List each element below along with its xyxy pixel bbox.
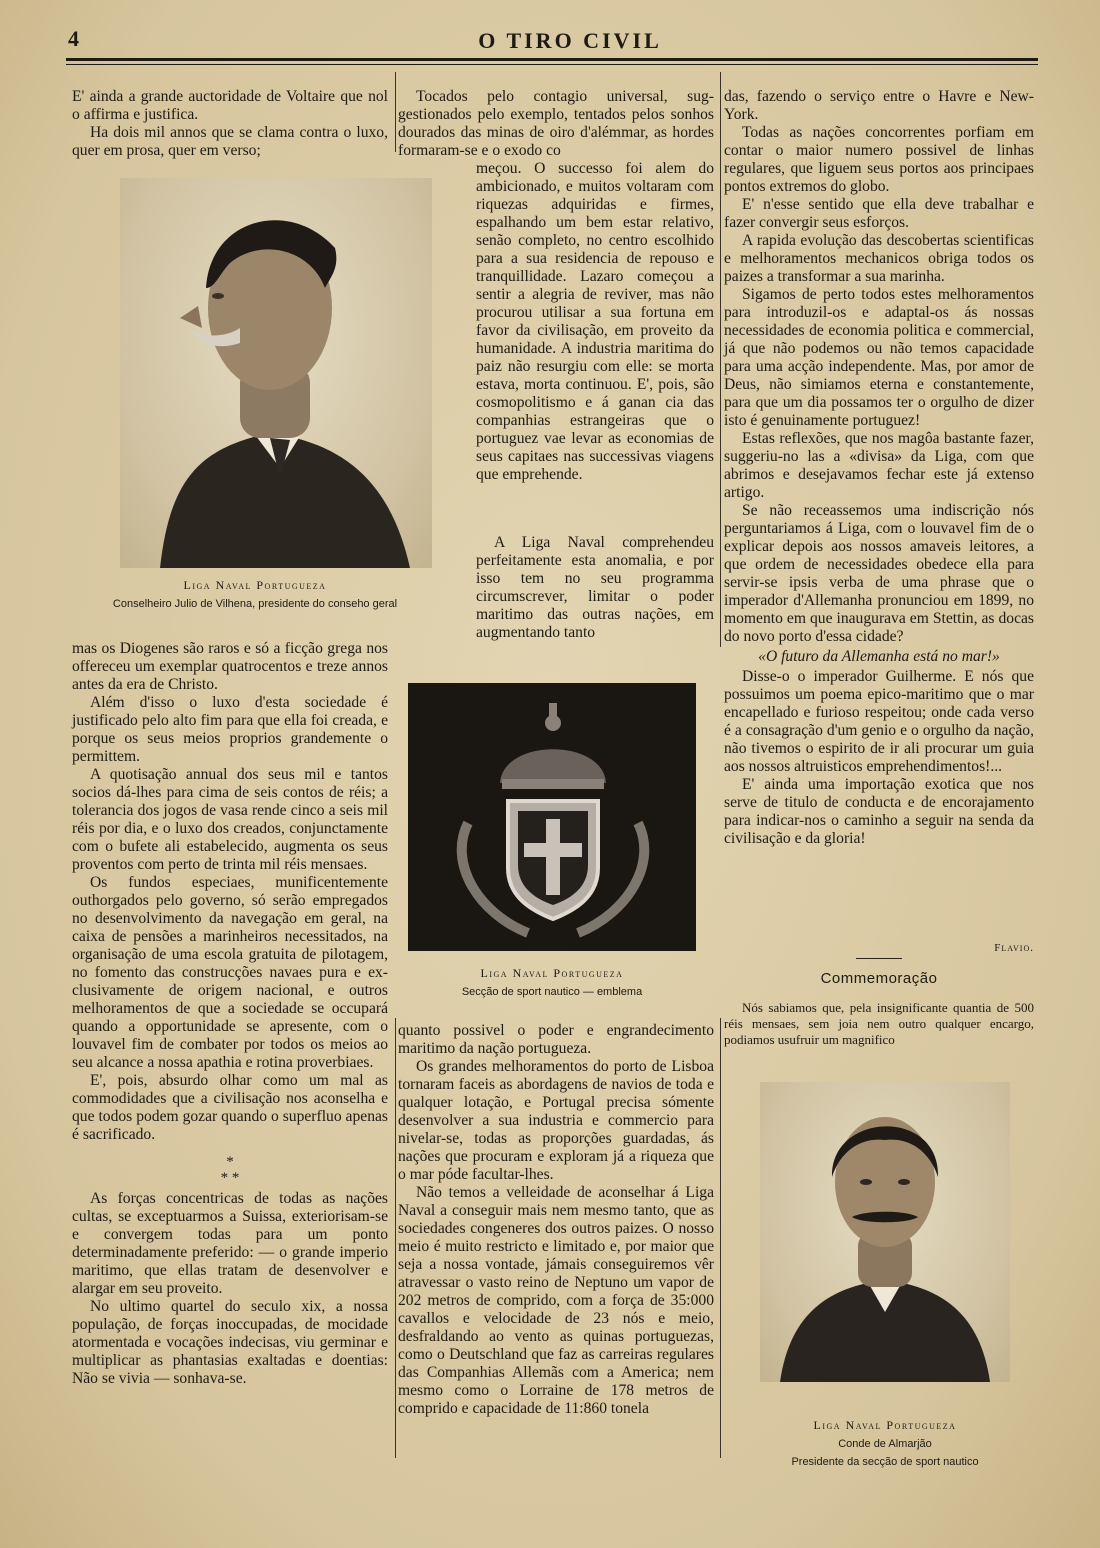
paragraph: Se não receassemos uma indiscrição nós perguntariamos á Liga, com o louvavel fim de o explicar depois aos nossos amaveis leitores, a que ordem de necessidades obedece ella para servir-se ipsis verba de uma phrase que o imperador d'Allemanha pronunciou em 1899, no momento em que inaugurava em Stettin, as docas do novo porto d'essa cidade? xyxy=(724,502,1034,645)
column-divider xyxy=(720,72,721,647)
paragraph: Sigamos de perto todos estes melhoramentos para introduzil-os e adaptal-os ás nossas necessidades de economia politica e commercial, já que não podemos ou não temos capacidade para uma acção independente. Mas, por amor de Deus, não simiamos eterna e constantemente, para que um dia possamos ter o orgulho de dizer isto é genuinamente portuguez! xyxy=(724,286,1034,429)
paragraph: Ha dois mil annos que se clama contra o luxo, quer em prosa, quer em verso; xyxy=(72,124,388,159)
portrait-photo-vilhena xyxy=(120,178,432,568)
quote: «O futuro da Allemanha está no mar!» xyxy=(758,648,1000,665)
column-2-narrow-text xyxy=(476,160,714,484)
paragraph: Os grandes melhoramentos do porto de Lisboa tornaram faceis as abordagens de navios de toda e qualquer lotação, e Portugal precisa sómente desenvolver a sua industria e commercio para nivelar-se, todas as proporções guardadas, ás nações que procuram e exploram já a riqueza que o mar póde facultar-lhes. xyxy=(398,1058,714,1183)
photo-caption-subtitle: Presidente da secção de sport nautico xyxy=(791,1456,979,1468)
paragraph: Todas as nações concorrentes porfiam em contar o maior numero possivel de linhas regulares, que liguem seus portos aos principaes pontos extremos do globo. xyxy=(724,124,1034,195)
signature: Flavio. xyxy=(994,942,1034,954)
column-1-bottom xyxy=(72,640,388,1388)
paragraph: meçou. O successo foi alem do ambicionado, e muitos voltaram com riquezas adquiridas e firmes, espalhando um bem estar relativo, senão completo, no centro escolhido para a sua residencia de repouso e tranquillidade. Lazaro começou a sentir a alegria de reviver, mas não procurou utilisar a sua fortuna em favor da civilisação, em proveito da humanidade. A industria maritima do paiz não resurgiu com elle: se morta estava, morta continuou. E', pois, são cosmopolitismo e á ganan cia das companhias estrangeiras que o portuguez vae levar as economias de seus capitaes nas successivas viagens que emprehende. xyxy=(476,160,714,483)
column-2-liga-paragraph: A Liga Naval comprehendeu perfeitamente esta anomalia, e por isso tem no seu programma circumscrever, limitar o poder maritimo das outras nações, em augmentando tanto xyxy=(476,534,714,641)
naval-emblem-icon xyxy=(408,683,696,951)
photo-caption-title: Liga Naval Portugueza xyxy=(813,1418,957,1432)
photo-caption-subtitle: Conde de Almarjão xyxy=(838,1438,932,1450)
emblem-caption-subtitle: Secção de sport nautico — emblema xyxy=(461,986,643,998)
naval-emblem-photo xyxy=(408,683,696,951)
paragraph: E', pois, absurdo olhar como um mal as commodidades que a civilisação nos aconselha e que todos podem gozar quando o superfluo apenas é sacrificado. xyxy=(72,1072,388,1143)
portrait-icon xyxy=(760,1082,1010,1382)
paragraph: E' ainda a grande auctoridade de Voltaire que nol o affirma e justifica. xyxy=(72,88,388,123)
paragraph: Não temos a velleidade de aconselhar á Liga Naval a conseguir mais nem mesmo tanto, que as sociedades congeneres dos outros paizes. O nosso meio é muito restricto e limitado e, por maior que seja a nossa vontade, jámais conseguiremos vêr atravessar o vasto reino de Neptuno um vapor de 202 metros de comprido, com a força de 35:000 cavallos e velocidade de 23 nós e meio, desfraldando ao vento as quinas portuguezas, como o Deutschland que faz as carreiras regulares das Companhias Allemãs com a America; nem mesmo como o Lorraine de 178 metros de comprido e capacidade de 11:860 tonela xyxy=(398,1184,714,1417)
column-2-top-wide: Tocados pelo contagio universal, suggestionados pelo exemplo, tentados pelos sonhos dourados das minas de oiro d'alémmar, as hordes formaram-se e o exodo co xyxy=(398,88,714,159)
header-rule xyxy=(66,58,1038,61)
paragraph: Estas reflexões, que nos magôa bastante fazer, suggeriu-no las a «divisa» da Liga, com que abrimos e desejavamos fechar este já extenso artigo. xyxy=(724,430,1034,501)
paragraph: A rapida evolução das descobertas scientificas e melhoramentos mechanicos obriga todos os paizes a transformar a sua marinha. xyxy=(724,232,1034,285)
column-divider xyxy=(395,1018,396,1458)
paragraph: Disse-o o imperador Guilherme. E nós que possuimos um poema epico-maritimo que o mar encapellado e furioso respeitou; onde cada verso é a consagração d'um genio e o orgulho da nação, não tivemos o espirito de ir ali procurar um guia aos nossos altruisticos emprehendimentos!... xyxy=(724,668,1034,775)
masthead-title: O TIRO CIVIL xyxy=(478,28,662,53)
section-stars-bottom: * * xyxy=(220,1170,240,1186)
portrait-icon xyxy=(120,178,432,568)
paragraph: mas os Diogenes são raros e só a ficção grega nos offereceu um exemplar quatrocentos e treze annos antes da era de Christo. xyxy=(72,640,388,693)
paragraph: A quotisação annual dos seus mil e tantos socios dá-lhes para cima de seis contos de réis; a tolerancia dos jogos de vasa rende cinco a seis mil réis por dia, e o luxo dos creados, conjunctamente com o bufete ali estabelecido, augmenta os seus proventos com perto de trinta mil réis mensaes. xyxy=(72,766,388,873)
photo-caption-subtitle: Conselheiro Julio de Vilhena, presidente do conseho geral xyxy=(112,598,398,610)
section-heading-commemoracao: Commemoração xyxy=(820,970,938,987)
paragraph: As forças concentricas de todas as nações cultas, se exceptuarmos a Suissa, exteriorisam-se e convergem todas para um ponto determinadamente preferido: — o grande imperio maritimo, que ellas tratam de desenvolver e alargar em seu proveito. xyxy=(72,1190,388,1297)
column-3-text xyxy=(724,88,1034,848)
paragraph: E' n'esse sentido que ella deve trabalhar e fazer convergir seus esforços. xyxy=(724,196,1034,231)
column-divider xyxy=(720,1018,721,1458)
commemoracao-paragraph: Nós sabiamos que, pela insignificante quantia de 500 réis mensaes, sem joia nem outro qualquer encargo, podiamos usufruir um magnifico xyxy=(724,1000,1034,1047)
section-stars-top: * xyxy=(226,1154,234,1170)
paragraph: No ultimo quartel do seculo xix, a nossa população, de forças inoccupadas, de mocidade atormentada e vocações indecisas, viu germinar e multiplicar as phantasias exaltadas e doentias: Não se vivia — sonhava-se. xyxy=(72,1298,388,1387)
portrait-photo-almarjao xyxy=(760,1082,1010,1382)
paragraph: Os fundos especiaes, munificentemente outhorgados pelo governo, só serão empregados no desenvolvimento da navegação em geral, na caixa de pensões a marinheiros necessitados, na organisação de uma escola gratuita de pilotagem, no fomento das construcções navaes pura e exclusivamente de origem nacional, e outros melhoramentos de que a sociedade se occupará quando a opportunidade se apresente, com o louvavel fim de combater por todos os meios ao seu alcance a nossa apathia e rotina proverbiaes. xyxy=(72,874,388,1071)
paragraph: E' ainda uma importação exotica que nos serve de titulo de conducta e de encorajamento para indicar-nos o caminho a seguir na senda da civilisação e da gloria! xyxy=(724,776,1034,847)
column-1-top xyxy=(72,88,388,160)
page-number: 4 xyxy=(68,26,79,51)
photo-caption-title: Liga Naval Portugueza xyxy=(183,578,327,592)
paragraph: quanto possivel o poder e engrandecimento maritimo da nação portugueza. xyxy=(398,1022,714,1057)
paragraph: das, fazendo o serviço entre o Havre e New-York. xyxy=(724,88,1034,123)
column-2-bottom xyxy=(398,1022,714,1418)
emblem-caption-title: Liga Naval Portugueza xyxy=(480,966,624,980)
signature-rule xyxy=(856,958,902,959)
header-rule-thin xyxy=(66,64,1038,65)
column-divider xyxy=(395,72,396,152)
paragraph: Além d'isso o luxo d'esta sociedade é justificado pelo alto fim para que ella foi creada, e porque os seus meios proprios grandemente o permittem. xyxy=(72,694,388,765)
